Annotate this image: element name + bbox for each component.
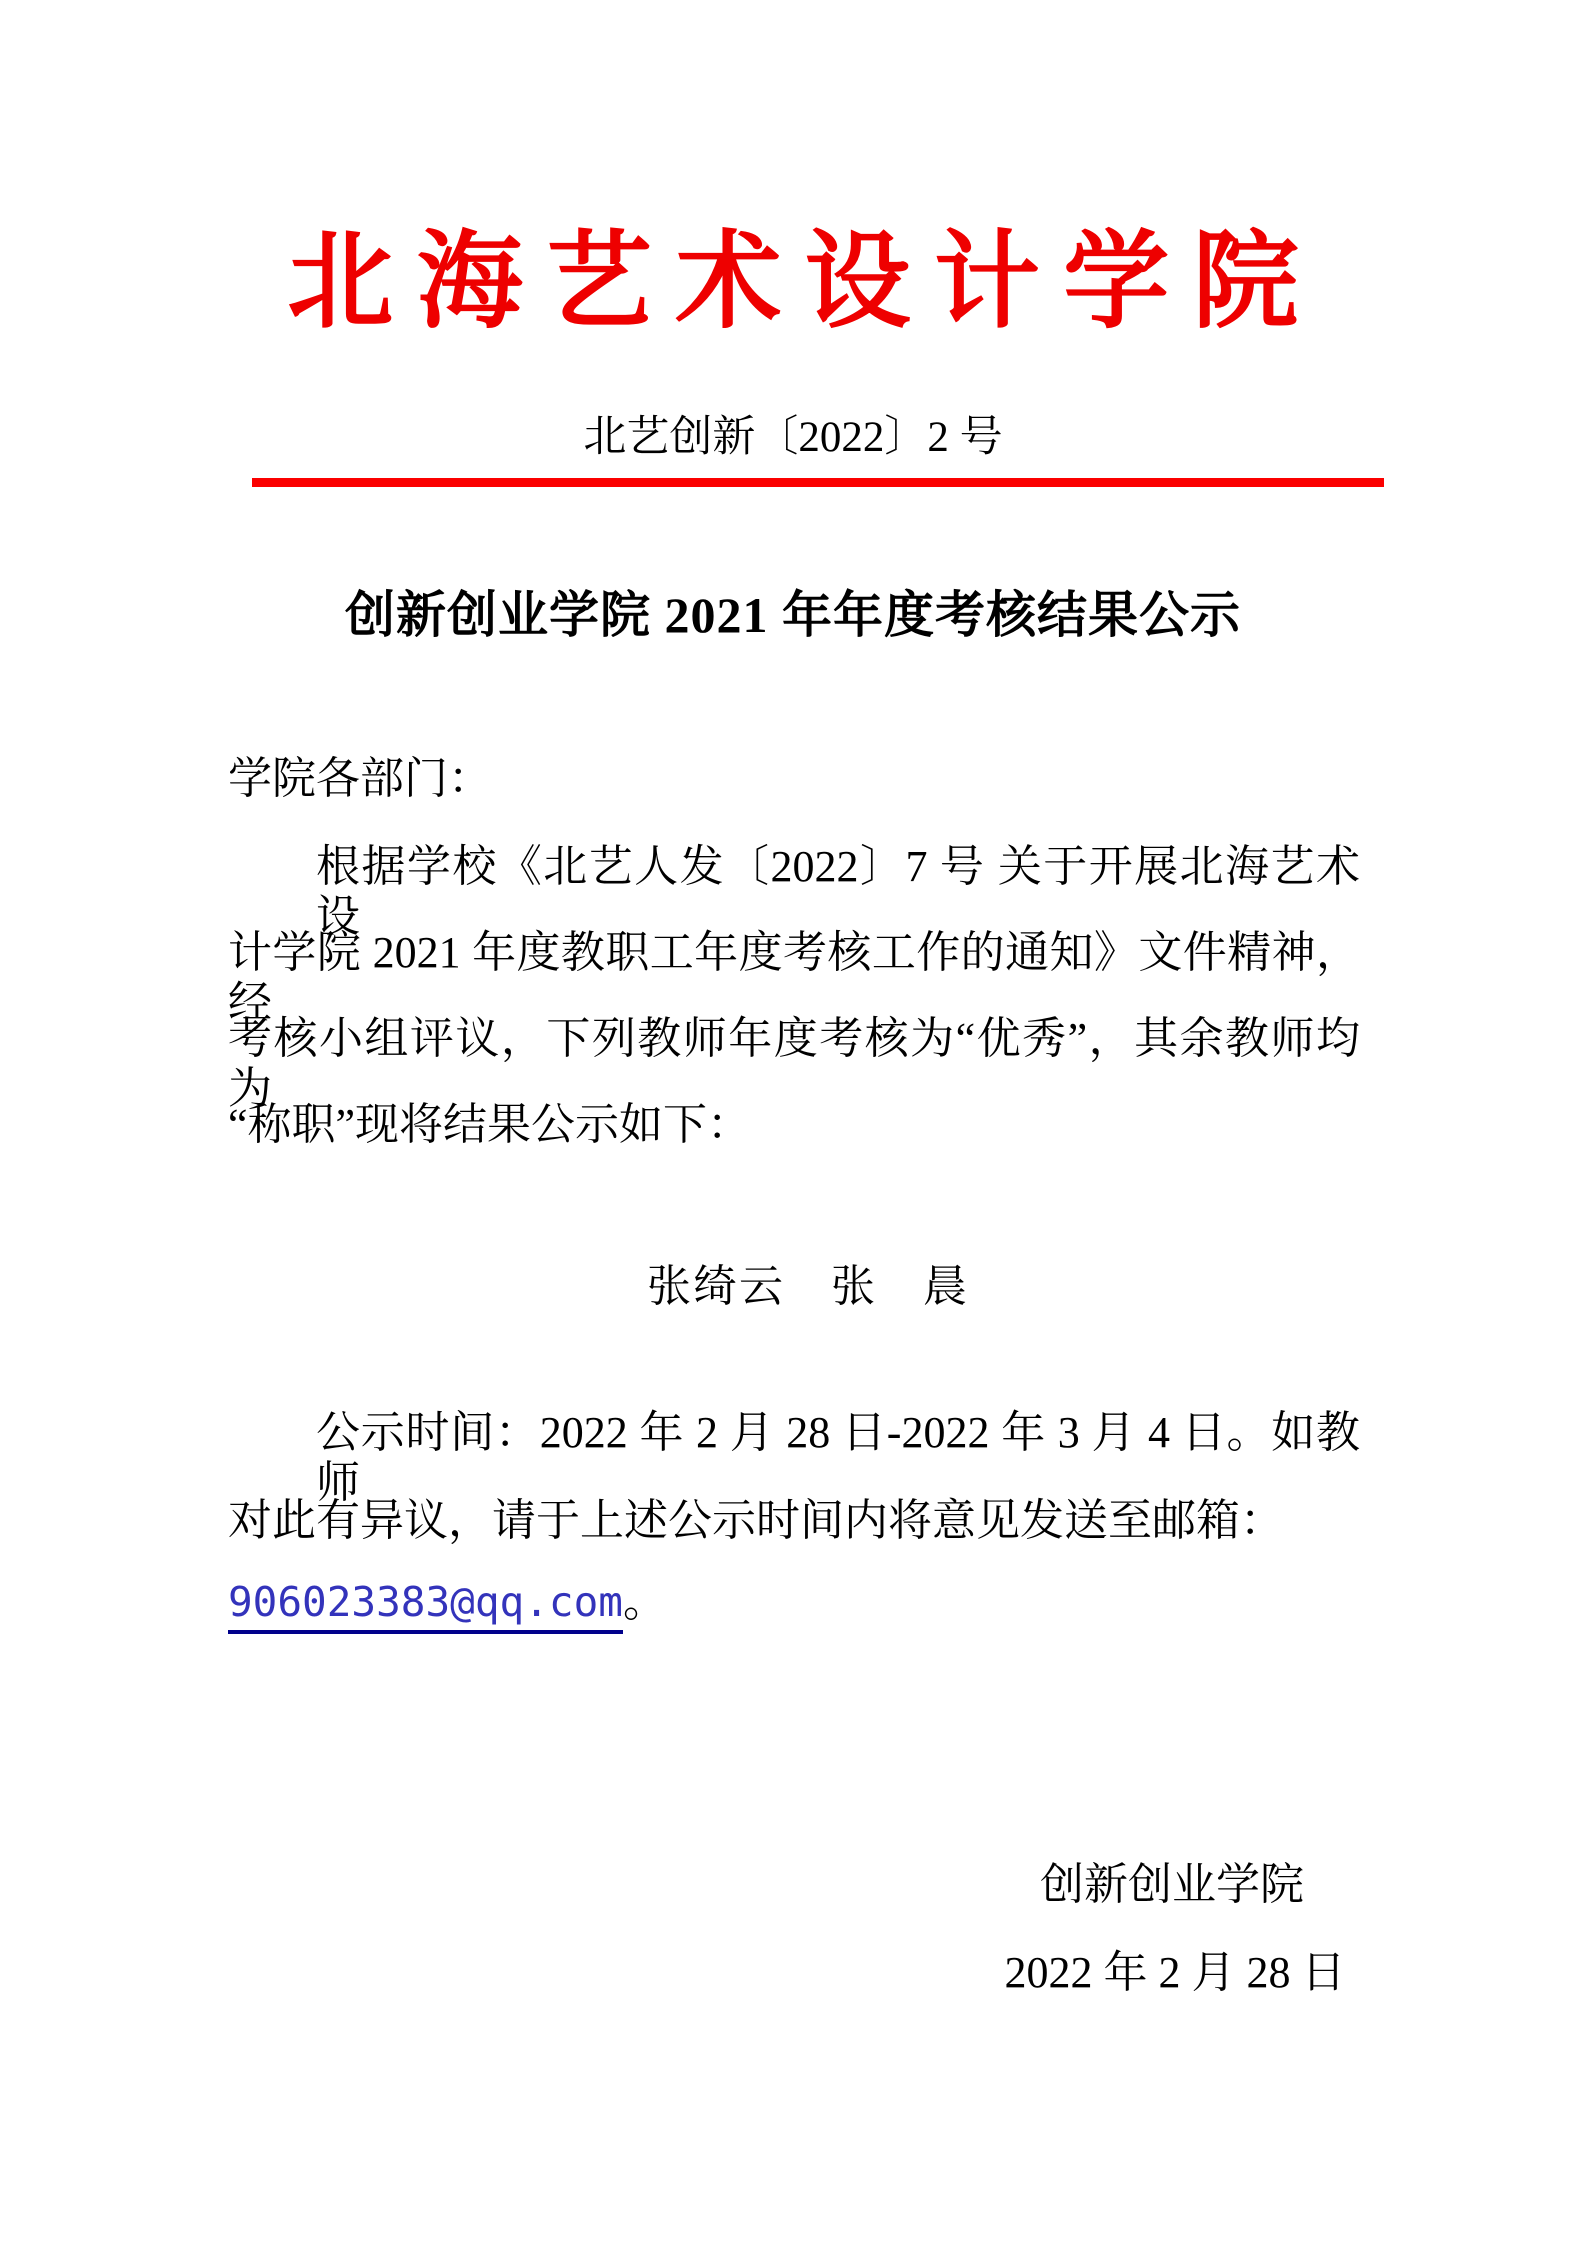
red-divider-line <box>252 478 1384 487</box>
paragraph1-line2: 计学院 2021 年度教职工年度考核工作的通知》文件精神，经 <box>228 928 1360 1027</box>
paragraph1-line1: 根据学校《北艺人发〔2022〕7 号 关于开展北海艺术设 <box>316 842 1360 941</box>
document-title: 创新创业学院 2021 年年度考核结果公示 <box>345 587 1241 643</box>
signature-date: 2022 年 2 月 28 日 <box>1004 1948 1346 1997</box>
university-title: 北海艺术设计学院 <box>287 224 1322 341</box>
email-link[interactable]: 906023383@qq.com <box>228 1578 623 1634</box>
document-number: 北艺创新〔2022〕2 号 <box>583 414 1003 461</box>
paragraph1-line4: “称职”现将结果公示如下： <box>228 1100 752 1149</box>
email-period: 。 <box>622 1577 667 1626</box>
honorees-names: 张绮云 张 晨 <box>647 1262 969 1311</box>
paragraph2-line2: 对此有异议，请于上述公示时间内将意见发送至邮箱： <box>228 1496 1284 1545</box>
salutation: 学院各部门： <box>228 754 492 803</box>
paragraph2-line1: 公示时间：2022 年 2 月 28 日-2022 年 3 月 4 日。如教师 <box>316 1408 1360 1507</box>
email-line <box>228 1576 667 1628</box>
paragraph1-line3: 考核小组评议，下列教师年度考核为“优秀”，其余教师均为 <box>228 1014 1360 1113</box>
signature-department: 创新创业学院 <box>1040 1860 1304 1909</box>
